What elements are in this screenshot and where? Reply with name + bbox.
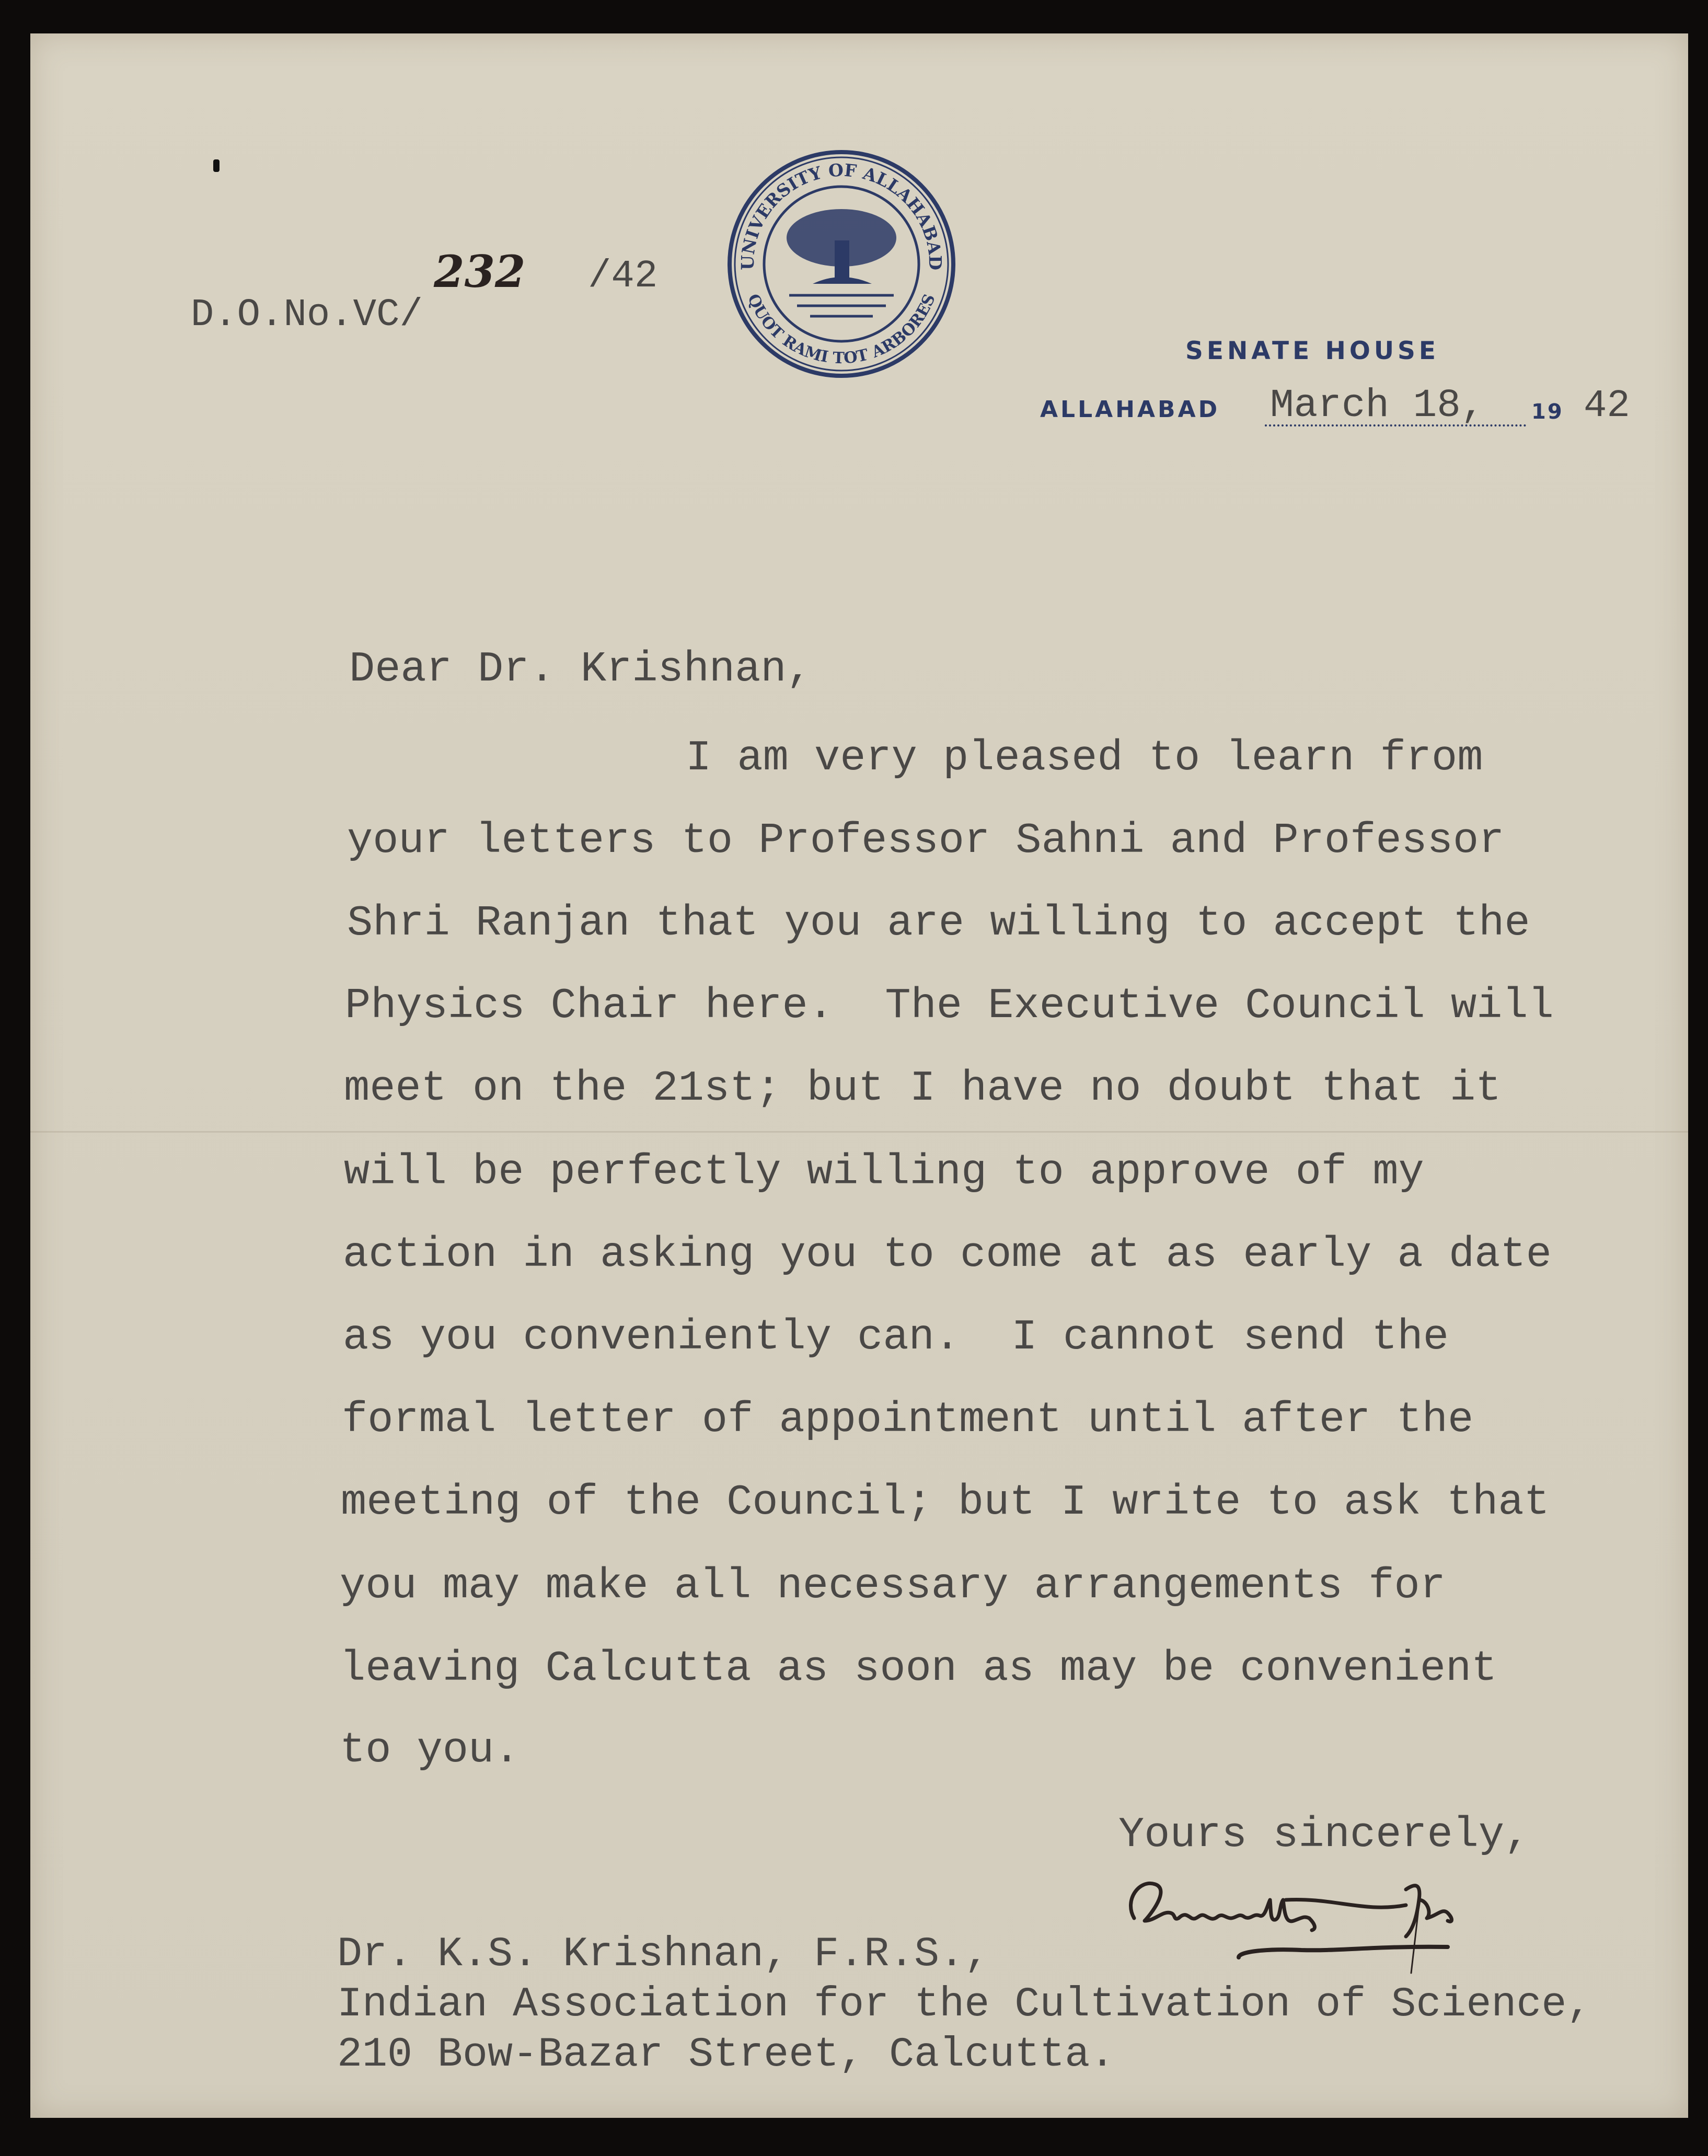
letterhead-city: ALLAHABAD <box>1040 396 1220 423</box>
body-line: as you conveniently can. I cannot send the <box>343 1313 1449 1362</box>
body-line: to you. <box>340 1726 520 1774</box>
body-line: meet on the 21st; but I have no doubt that it <box>344 1064 1502 1113</box>
closing: Yours sincerely, <box>1118 1811 1530 1859</box>
reference-prefix: D.O.No.VC/ <box>190 293 423 337</box>
body-line: meeting of the Council; but I write to ask that <box>341 1478 1550 1527</box>
year-typed: 42 <box>1584 384 1630 428</box>
body-line: you may make all necessary arrangements for <box>340 1562 1446 1610</box>
reference-number <box>144 257 423 335</box>
date-typed: March 18, <box>1270 383 1485 428</box>
address-line: 210 Bow-Bazar Street, Calcutta. <box>337 2031 1115 2079</box>
seal-motto: QUOT RAMI TOT ARBORES <box>743 291 939 368</box>
body-line: will be perfectly willing to approve of my <box>344 1148 1424 1196</box>
reference-handwritten-number: 232 <box>434 246 526 297</box>
salutation: Dear Dr. Krishnan, <box>349 645 812 694</box>
body-line: Physics Chair here. The Executive Council will <box>345 982 1554 1030</box>
reference-suffix: /42 <box>588 255 658 298</box>
address-line: Indian Association for the Cultivation of Science, <box>337 1981 1592 2028</box>
seal-outer-text: UNIVERSITY OF ALLAHABAD <box>737 159 946 271</box>
university-seal <box>726 149 956 379</box>
ink-mark <box>213 159 220 172</box>
signature <box>1113 1869 1521 1976</box>
body-line: your letters to Professor Sahni and Professor <box>347 816 1505 865</box>
body-line: action in asking you to come at as early a date <box>343 1230 1552 1279</box>
seal-tree-emblem <box>787 209 896 316</box>
body-line: leaving Calcutta as soon as may be convenient <box>340 1644 1497 1693</box>
body-line: I am very pleased to learn from <box>686 734 1483 782</box>
fold-crease <box>30 1131 1688 1133</box>
letterhead-building: SENATE HOUSE <box>1185 337 1439 365</box>
body-line: formal letter of appointment until after the <box>342 1396 1474 1444</box>
body-line: Shri Ranjan that you are willing to accept the <box>347 899 1530 948</box>
year-printed: 19 <box>1531 400 1564 424</box>
address-line: Dr. K.S. Krishnan, F.R.S., <box>337 1931 990 1978</box>
